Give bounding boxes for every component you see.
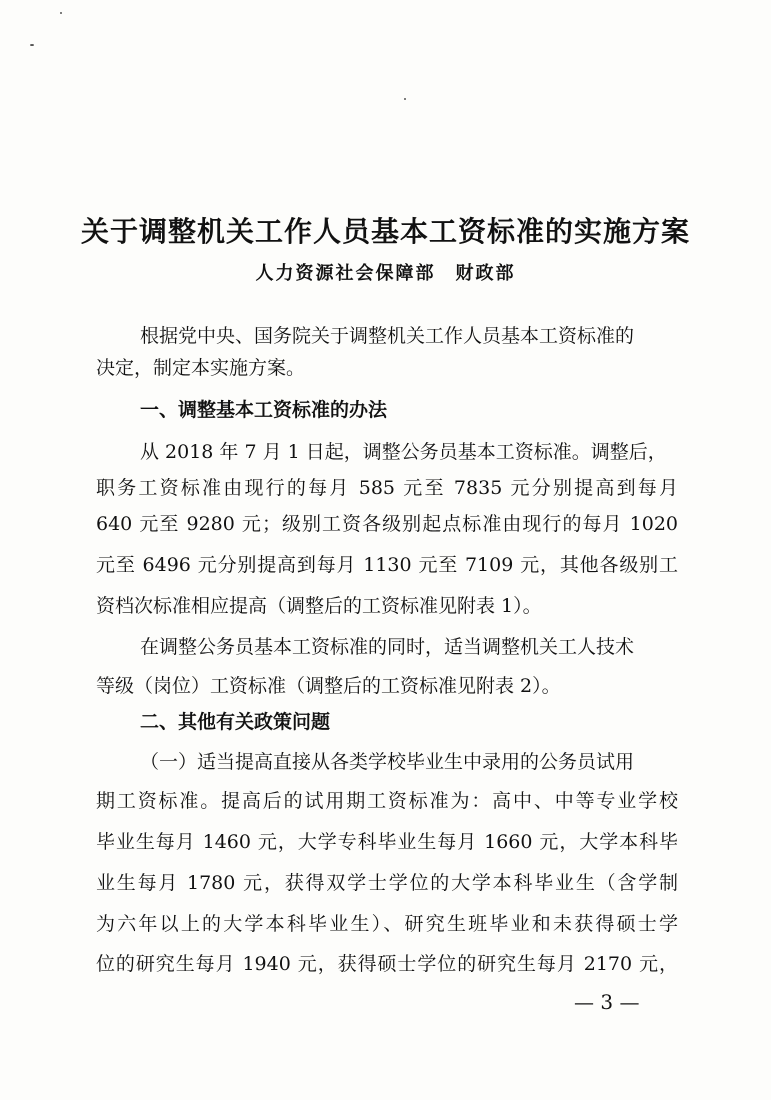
- scan-speck: [30, 44, 34, 46]
- paragraph-line: 位的研究生每月 1940 元，获得硕士学位的研究生每月 2170 元，: [96, 953, 678, 975]
- section-heading: 二、其他有关政策问题: [140, 711, 331, 733]
- document-title: 关于调整机关工作人员基本工资标准的实施方案: [80, 215, 690, 248]
- paragraph-line: 从 2018 年 7 月 1 日起，调整公务员基本工资标准。调整后，: [140, 441, 667, 463]
- document-issuers: 人力资源社会保障部 财政部: [255, 263, 516, 284]
- paragraph-line: 资档次标准相应提高（调整后的工资标准见附表 1）。: [96, 595, 542, 617]
- paragraph-line: 640 元至 9280 元；级别工资各级别起点标准由现行的每月 1020: [96, 513, 678, 535]
- intro-line: 根据党中央、国务院关于调整机关工作人员基本工资标准的: [140, 325, 635, 347]
- paragraph-line: （一）适当提高直接从各类学校毕业生中录用的公务员试用: [140, 751, 635, 773]
- page-number: — 3 —: [574, 990, 640, 1014]
- paragraph-line: 在调整公务员基本工资标准的同时，适当调整机关工人技术: [140, 636, 635, 658]
- paragraph-line: 等级（岗位）工资标准（调整后的工资标准见附表 2）。: [96, 675, 561, 697]
- paragraph-line: 元至 6496 元分别提高到每月 1130 元至 7109 元，其他各级别工: [96, 554, 678, 576]
- paragraph-line: 期工资标准。提高后的试用期工资标准为：高中、中等专业学校: [96, 790, 678, 812]
- intro-line: 决定，制定本实施方案。: [96, 357, 306, 379]
- scan-speck: [404, 98, 406, 100]
- paragraph-line: 业生每月 1780 元，获得双学士学位的大学本科毕业生（含学制: [96, 872, 678, 894]
- scan-speck: [60, 12, 62, 14]
- paragraph-line: 为六年以上的大学本科毕业生）、研究生班毕业和未获得硕士学: [96, 913, 678, 935]
- paragraph-line: 职务工资标准由现行的每月 585 元至 7835 元分别提高到每月: [96, 477, 678, 499]
- paragraph-line: 毕业生每月 1460 元，大学专科毕业生每月 1660 元，大学本科毕: [96, 831, 678, 853]
- section-heading: 一、调整基本工资标准的办法: [140, 399, 388, 421]
